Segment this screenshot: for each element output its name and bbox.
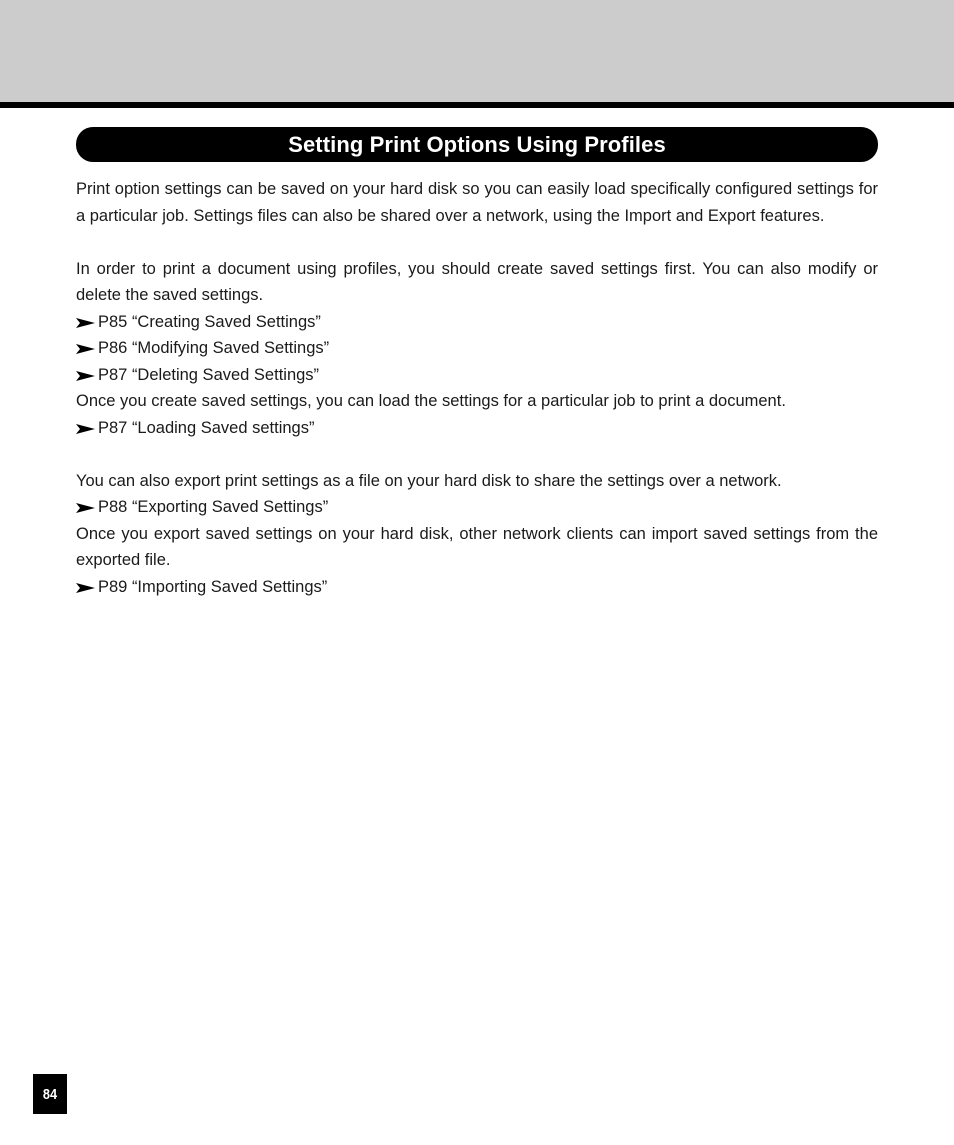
page-number: 84 [42, 1085, 58, 1103]
export-intro-line: You can also export print settings as a file on your hard disk to share the settings over a network. [76, 471, 782, 490]
section-title-bar [76, 127, 878, 162]
page-number-tab [33, 1074, 67, 1114]
reference-deleting-label[interactable]: P87 “Deleting Saved Settings” [98, 365, 320, 384]
body-content [76, 176, 878, 600]
reference-creating[interactable] [76, 309, 878, 336]
reference-loading[interactable] [76, 415, 878, 442]
right-pointer-arrow-icon [76, 318, 95, 328]
intro-paragraph: Print option settings can be saved on your hard disk so you can easily load specifically configured settings for a particular job. Settings files can also be shared over a network, using the Import and Export features. [76, 180, 878, 225]
right-pointer-arrow-icon [76, 344, 95, 354]
import-intro-paragraph: Once you export saved settings on your hard disk, other network clients can import saved settings from the exported file. [76, 524, 878, 569]
page-title: Setting Print Options Using Profiles [288, 131, 666, 157]
reference-exporting[interactable] [76, 494, 878, 521]
paragraph-spacer [76, 441, 878, 468]
reference-modifying[interactable] [76, 335, 878, 362]
reference-importing[interactable] [76, 574, 878, 601]
reference-modifying-label[interactable]: P86 “Modifying Saved Settings” [98, 339, 330, 357]
right-pointer-arrow-icon [76, 503, 95, 513]
right-pointer-arrow-icon [76, 583, 95, 593]
reference-exporting-label[interactable]: P88 “Exporting Saved Settings” [98, 498, 329, 516]
reference-deleting[interactable] [76, 362, 878, 389]
reference-creating-label[interactable]: P85 “Creating Saved Settings” [98, 312, 321, 331]
header-rule [0, 102, 954, 108]
reference-loading-label[interactable]: P87 “Loading Saved settings” [98, 418, 315, 437]
header-band [0, 0, 954, 102]
reference-importing-label[interactable]: P89 “Importing Saved Settings” [98, 577, 328, 596]
profiles-intro-paragraph: In order to print a document using profiles, you should create saved settings first. You can also modify or delete the saved settings. [76, 259, 878, 304]
right-pointer-arrow-icon [76, 424, 95, 434]
paragraph-spacer [76, 229, 878, 256]
load-intro-line: Once you create saved settings, you can load the settings for a particular job to print a document. [76, 392, 786, 410]
right-pointer-arrow-icon [76, 371, 95, 381]
